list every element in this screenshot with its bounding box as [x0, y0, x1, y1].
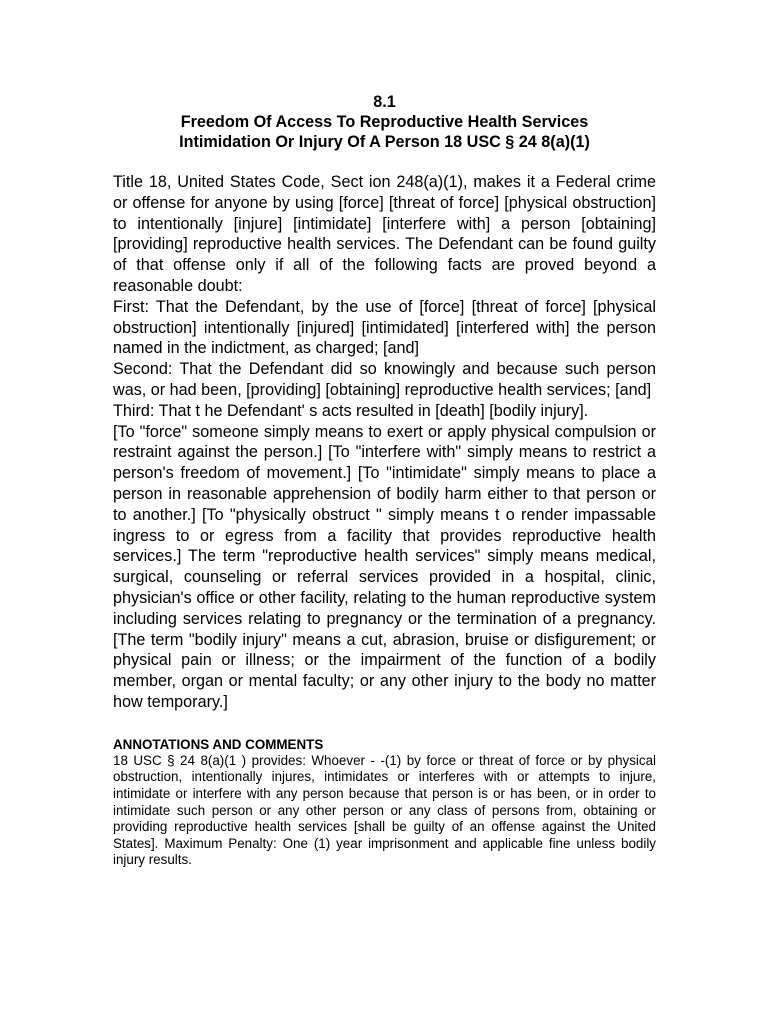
instruction-number: 8.1 [373, 93, 396, 111]
element-first: First: That the Defendant, by the use of [force] [threat of force] [physical obstruction] intentionally [injured] [intimidated] [interfered with] the person named in the indictment, as charged; [and] [113, 297, 656, 358]
annotations-text: 18 USC § 24 8(a)(1 ) provides: Whoever - -(1) by force or threat of force or by physical obstruction, intentionally injures, intimidates or interferes with or attempts to injure, intimidate or interfere with any person because that person is or has been, or in order to intimidate such person or any other person or any class of persons from, obtaining or providing reproductive health services [shall be guilty of an offense against the United States]. Maximum Penalty: One (1) year imprisonment and applicable fine unless bodily injury results. [113, 752, 656, 868]
heading-block [113, 92, 656, 152]
annotations-section [113, 737, 656, 869]
instruction-title: Freedom Of Access To Reproductive Health Services [180, 113, 589, 131]
definitions-paragraph: [To "force" someone simply means to exert or apply physical compulsion or restraint against the person.] [To "interfere with" simply means to restrict a person's freedom of movement.] [To "intimidate" simply means to place a person in reasonable apprehension of bodily harm either to that person or to another.] [To "physically obstruct " simply means t o render impassable ingress to or egress from a facility that provides reproductive health services.] The term "reproductive health services" simply means medical, surgical, counseling or referral services provided in a hospital, clinic, physician's office or other facility, relating to the human reproductive system including services relating to pregnancy or the termination of a pregnancy. [The term "bodily injury" means a cut, abrasion, bruise or disfigurement; or physical pain or illness; or the impairment of the function of a bodily member, organ or mental faculty; or any other injury to the body no matter how temporary.] [113, 422, 656, 711]
annotations-heading: ANNOTATIONS AND COMMENTS [113, 736, 324, 752]
instruction-subtitle: Intimidation Or Injury Of A Person 18 USC § 24 8(a)(1) [179, 133, 590, 151]
document-page [113, 92, 656, 869]
intro-paragraph: Title 18, United States Code, Sect ion 248(a)(1), makes it a Federal crime or offense for anyone by using [force] [threat of force] [physical obstruction] to intentionally [injure] [intimidate] [interfere with] a person [obtaining] [providing] reproductive health services. The Defendant can be found guilty of that offense only if all of the following facts are proved beyond a reasonable doubt: [113, 173, 656, 295]
instruction-body [113, 172, 656, 713]
element-third: Third: That t he Defendant' s acts resulted in [death] [bodily injury]. [113, 401, 589, 420]
element-second: Second: That the Defendant did so knowingly and because such person was, or had been, [providing] [obtaining] reproductive health services; [and] [113, 360, 656, 399]
